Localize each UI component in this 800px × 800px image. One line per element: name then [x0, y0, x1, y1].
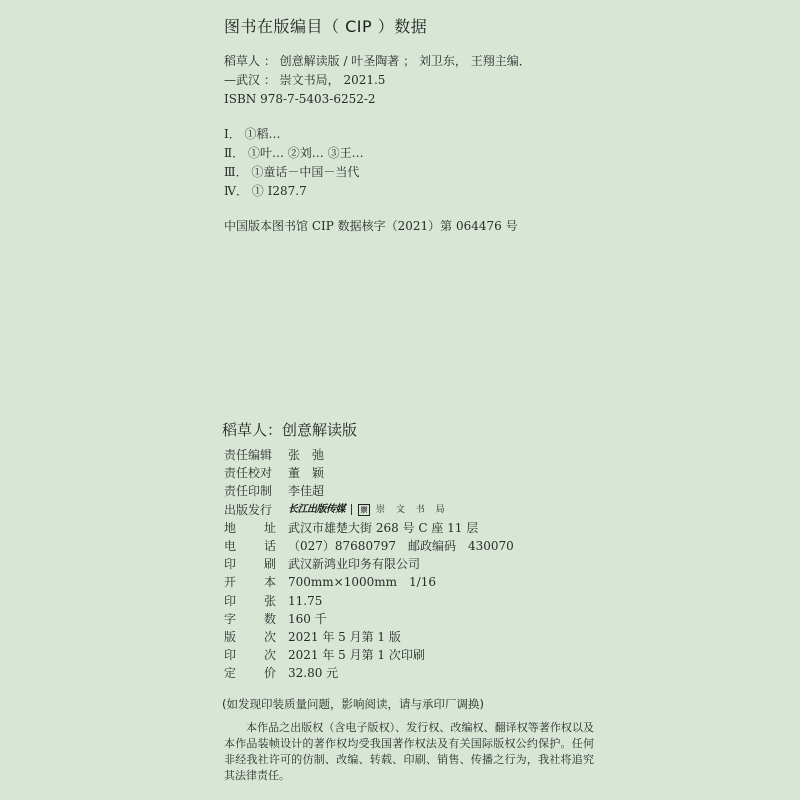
book-title: 稻草人：创意解读版: [222, 421, 358, 439]
cip-title: 图书在版编目（ CIP ）数据: [224, 17, 428, 36]
credit-value: 武汉市雄楚大街 268 号 C 座 11 层: [288, 520, 479, 535]
credit-label: [224, 555, 276, 573]
credit-row-edition: [224, 628, 514, 646]
credit-row-sheets: [224, 592, 514, 610]
credit-label-char: 次: [263, 648, 276, 663]
credit-row-editor: [224, 446, 514, 464]
cip-index-line: Ⅱ． ①叶… ②刘… ③王…: [224, 146, 364, 160]
credit-value: （027）87680797 邮政编码 430070: [288, 538, 514, 553]
quality-note: (如发现印装质量问题，影响阅读，请与承印厂调换): [222, 697, 484, 711]
cip-core-line: 中国版本图书馆 CIP 数据核字（2021）第 064476 号: [224, 219, 518, 233]
credit-value: 700mm×1000mm 1/16: [288, 575, 436, 590]
credit-value: 11.75: [288, 593, 323, 608]
cip-desc-line: —武汉 ： 崇文书局， 2021.5: [224, 73, 386, 87]
credit-row-format: [224, 573, 514, 591]
credit-label-char: 价: [263, 666, 276, 681]
credit-label: [224, 646, 276, 664]
credit-label: [224, 610, 276, 628]
credit-row-printer: [224, 555, 514, 573]
credit-label-char: 印: [224, 648, 237, 663]
credit-label-char: 话: [263, 538, 276, 553]
credit-value: 2021 年 5 月第 1 次印刷: [288, 648, 425, 663]
credit-label-char: 电: [224, 538, 237, 553]
cip-description: [224, 52, 531, 109]
credit-value: 32.80 元: [288, 666, 339, 681]
credit-label-char: 定: [224, 666, 237, 681]
changjiang-media-logo: 长江出版传媒: [288, 503, 345, 515]
credit-label-char: 刷: [263, 557, 276, 572]
credit-label-char: 印: [224, 557, 237, 572]
copyright-statement: 本作品之出版权（含电子版权）、发行权、改编权、翻译权等著作权以及本作品装帧设计的著作权均受我国著作权法及有关国际版权公约保护。任何非经我社许可的仿制、改编、转载、印刷、销售、传播之行为，我社将追究其法律责任。: [224, 721, 594, 782]
credit-label-char: 地: [224, 520, 237, 535]
credit-label: [224, 573, 276, 591]
credit-value: 董 颖: [288, 466, 325, 481]
credit-label-char: 数: [263, 611, 276, 626]
credit-row-address: [224, 519, 514, 537]
credit-row-phone: [224, 537, 514, 555]
credit-value: 武汉新鸿业印务有限公司: [288, 557, 421, 572]
credit-label: 责任印制: [224, 484, 273, 499]
credit-row-printing: [224, 646, 514, 664]
credit-label-char: 印: [224, 593, 237, 608]
credit-label: [224, 592, 276, 610]
credit-row-wordcount: [224, 610, 514, 628]
credit-label: [224, 664, 276, 682]
credit-row-publisher: [224, 501, 514, 519]
cip-index-line: Ⅳ． ① I287.7: [224, 184, 307, 198]
credit-value: 李佳超: [288, 484, 325, 499]
credit-row-price: [224, 664, 514, 682]
credit-label-char: 版: [224, 629, 237, 644]
credit-label-char: 张: [263, 593, 276, 608]
credit-label-char: 址: [263, 520, 276, 535]
cip-index-line: Ⅲ． ①童话－中国－当代: [224, 165, 360, 179]
credit-label-char: 字: [224, 611, 237, 626]
credit-value: 2021 年 5 月第 1 版: [288, 629, 401, 644]
credit-label-char: 次: [263, 629, 276, 644]
credit-label: [224, 537, 276, 555]
publisher-logos: [288, 501, 449, 519]
credits-table: [224, 446, 514, 682]
cip-desc-line: 稻草人 ： 创意解读版 / 叶圣陶著 ； 刘卫东， 王翔主编．: [224, 54, 531, 68]
credit-label-char: 开: [224, 575, 237, 590]
credit-label: [224, 628, 276, 646]
cip-index-line: Ⅰ． ①稻…: [224, 127, 281, 141]
cip-subject-index: [224, 125, 364, 201]
logo-divider: [351, 504, 352, 515]
credit-value: 张 弛: [288, 448, 325, 462]
credit-label: 责任编辑: [224, 448, 273, 462]
credit-label: 出版发行: [224, 502, 273, 517]
chongwen-logo-text: 崇 文 书 局: [376, 504, 449, 515]
cip-desc-line: ISBN 978-7-5403-6252-2: [224, 92, 376, 106]
credit-row-print-supervisor: [224, 482, 514, 500]
credit-value: 160 千: [288, 611, 327, 626]
credit-label: 责任校对: [224, 466, 273, 481]
credit-row-proofreader: [224, 464, 514, 482]
cip-core-number: [224, 217, 518, 236]
credit-label: [224, 519, 276, 537]
credit-label-char: 本: [263, 575, 276, 590]
chongwen-seal-icon: 崇: [358, 504, 370, 516]
